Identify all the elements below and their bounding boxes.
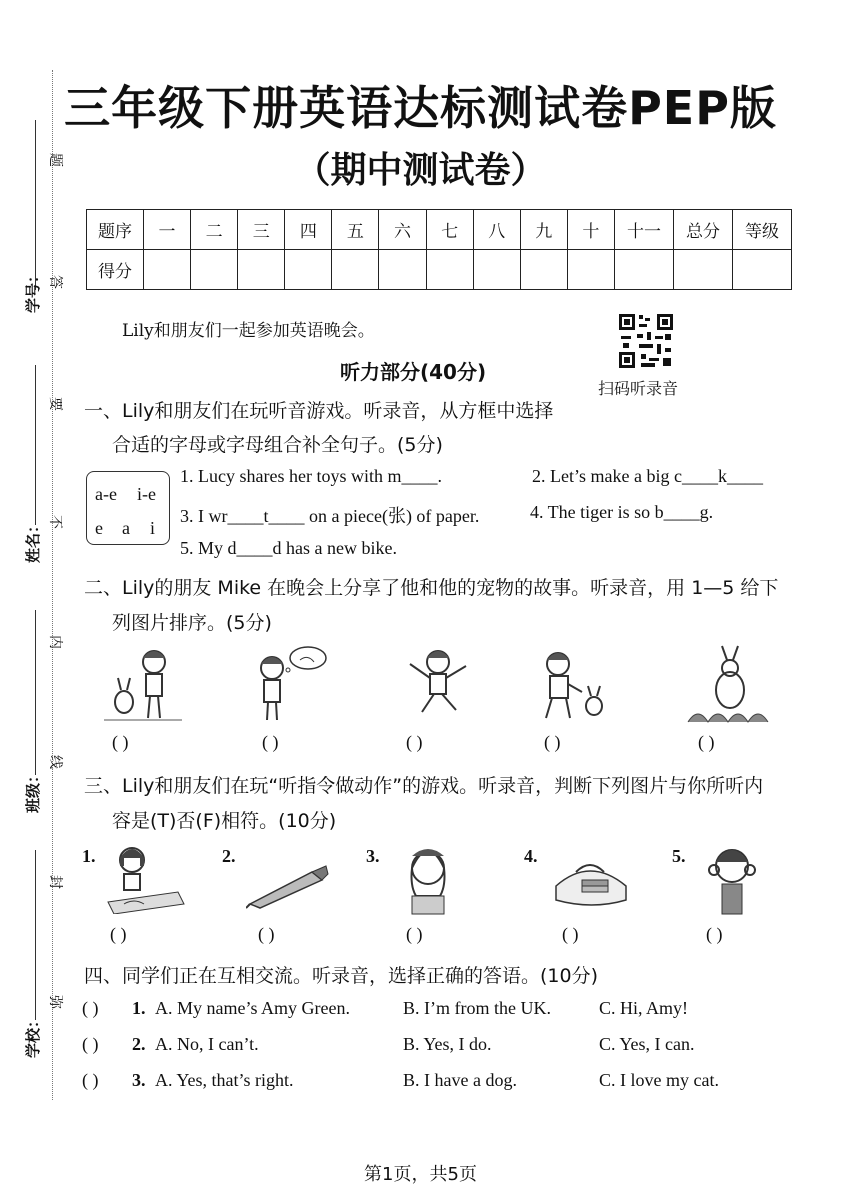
qr-code-icon[interactable]: [617, 312, 675, 370]
question-number: 3.: [132, 1070, 146, 1090]
binding-write-line: [35, 850, 36, 1020]
table-cell: 二: [191, 210, 238, 250]
answer-blank[interactable]: ( ): [110, 924, 127, 944]
table-cell: 一: [144, 210, 191, 250]
answer-blank[interactable]: ( ): [82, 998, 99, 1018]
question-item: 2. Let’s make a big c____k____: [532, 466, 763, 486]
page-subtitle: （期中测试卷）: [294, 150, 547, 191]
score-table-header-row: [87, 210, 792, 250]
question-item: 1. Lucy shares her toys with m____.: [180, 466, 442, 486]
binding-char: 题: [47, 153, 63, 167]
choice-item: a-e: [95, 484, 117, 504]
binding-char: 封: [47, 875, 63, 889]
boy-with-rabbit-illustration: [104, 644, 184, 724]
schoolbag-illustration: [548, 858, 632, 908]
listening-heading: 听力部分(40分): [340, 360, 487, 384]
pen-illustration: [246, 864, 330, 910]
score-cell[interactable]: [567, 250, 614, 290]
option-b: B. I have a dog.: [403, 1070, 517, 1090]
picture-number: 2.: [222, 846, 236, 866]
binding-char: 弥: [47, 995, 63, 1009]
page-footer: 第1页，共5页: [364, 1164, 477, 1185]
qr-caption: 扫码听录音: [598, 379, 679, 398]
binding-char: 不: [47, 515, 63, 529]
answer-blank[interactable]: ( ): [562, 924, 579, 944]
score-cell[interactable]: [520, 250, 567, 290]
girl-drawing-illustration: [98, 842, 188, 914]
score-cell[interactable]: [379, 250, 426, 290]
answer-blank[interactable]: ( ): [698, 732, 715, 752]
score-cell[interactable]: [285, 250, 332, 290]
picture-number: 4.: [524, 846, 538, 866]
option-a: A. My name’s Amy Green.: [155, 998, 350, 1018]
option-b: B. Yes, I do.: [403, 1034, 492, 1054]
class-label: 班级：: [24, 767, 43, 814]
table-cell: 十一: [615, 210, 674, 250]
table-cell: 十: [567, 210, 614, 250]
section3-title: 三、Lily和朋友们在玩“听指令做动作”的游戏。听录音，判断下列图片与你所听内: [84, 775, 764, 797]
table-cell: 五: [332, 210, 379, 250]
answer-blank[interactable]: ( ): [82, 1034, 99, 1054]
picture-number: 3.: [366, 846, 380, 866]
binding-write-line: [35, 610, 36, 775]
answer-blank[interactable]: ( ): [406, 732, 423, 752]
student-id-label: 学号：: [24, 267, 43, 314]
picture-number: 1.: [82, 846, 96, 866]
score-cell[interactable]: [191, 250, 238, 290]
boy-feeding-rabbit-illustration: [536, 644, 616, 724]
question-item: 5. My d____d has a new bike.: [180, 538, 397, 558]
question-number: 2.: [132, 1034, 146, 1054]
table-cell: 题序: [87, 210, 144, 250]
option-c: C. Yes, I can.: [599, 1034, 695, 1054]
binding-char: 内: [47, 635, 63, 649]
picture-number: 5.: [672, 846, 686, 866]
binding-dotted-line: [52, 70, 53, 1100]
binding-write-line: [35, 365, 36, 525]
score-table: [86, 209, 792, 290]
question-number: 1.: [132, 998, 146, 1018]
girl-reading-illustration: [390, 844, 466, 916]
boy-jumping-illustration: [398, 644, 478, 724]
table-cell: 八: [473, 210, 520, 250]
table-cell: 九: [520, 210, 567, 250]
intro-text: Lily和朋友们一起参加英语晚会。: [122, 321, 375, 341]
score-cell[interactable]: [733, 250, 792, 290]
table-cell: 七: [426, 210, 473, 250]
table-cell: 等级: [733, 210, 792, 250]
section1-title-line2: 合适的字母或字母组合补全句子。(5分): [112, 434, 443, 456]
score-cell[interactable]: [238, 250, 285, 290]
binding-char: 答: [47, 275, 63, 289]
answer-blank[interactable]: ( ): [262, 732, 279, 752]
choice-item: i-e: [137, 484, 156, 504]
choice-item: e: [95, 518, 103, 538]
section2-title: 二、Lily的朋友 Mike 在晚会上分享了他和他的宠物的故事。听录音，用 1—5 给下: [84, 577, 779, 599]
answer-blank[interactable]: ( ): [706, 924, 723, 944]
option-a: A. No, I can’t.: [155, 1034, 259, 1054]
answer-blank[interactable]: ( ): [82, 1070, 99, 1090]
question-item: 4. The tiger is so b____g.: [530, 502, 714, 522]
answer-blank[interactable]: ( ): [406, 924, 423, 944]
rabbit-in-grass-illustration: [686, 644, 776, 724]
table-cell: 总分: [674, 210, 733, 250]
score-cell[interactable]: [615, 250, 674, 290]
boy-thinking-illustration: [250, 644, 330, 724]
word-choice-box: [86, 471, 170, 545]
boy-covering-ears-illustration: [700, 842, 764, 918]
score-cell[interactable]: [426, 250, 473, 290]
score-cell[interactable]: [674, 250, 733, 290]
table-cell: 四: [285, 210, 332, 250]
answer-blank[interactable]: ( ): [258, 924, 275, 944]
score-table-score-row: [87, 250, 792, 290]
section2-title-line2: 列图片排序。(5分): [112, 612, 272, 634]
section3-title-line2: 容是(T)否(F)相符。(10分): [112, 810, 337, 832]
answer-blank[interactable]: ( ): [112, 732, 129, 752]
binding-char: 要: [47, 397, 63, 411]
choice-item: i: [150, 518, 156, 538]
score-cell[interactable]: [473, 250, 520, 290]
answer-blank[interactable]: ( ): [544, 732, 561, 752]
binding-char: 线: [47, 755, 63, 769]
option-b: B. I’m from the UK.: [403, 998, 551, 1018]
table-cell: 六: [379, 210, 426, 250]
score-cell[interactable]: [332, 250, 379, 290]
section4-title: 四、同学们正在互相交流。听录音，选择正确的答语。(10分): [84, 965, 599, 987]
school-label: 学校：: [24, 1012, 43, 1059]
table-cell: 三: [238, 210, 285, 250]
section1-title: 一、Lily和朋友们在玩听音游戏。听录音，从方框中选择: [84, 400, 554, 422]
option-a: A. Yes, that’s right.: [155, 1070, 294, 1090]
choice-item: a: [122, 518, 130, 538]
table-cell: 得分: [87, 250, 144, 290]
option-c: C. Hi, Amy!: [599, 998, 689, 1018]
score-cell[interactable]: [144, 250, 191, 290]
option-c: C. I love my cat.: [599, 1070, 719, 1090]
page-title: 三年级下册英语达标测试卷PEP版: [64, 81, 777, 135]
question-item: 3. I wr____t____ on a piece(张) of paper.: [180, 506, 480, 526]
student-name-label: 姓名：: [24, 517, 43, 564]
